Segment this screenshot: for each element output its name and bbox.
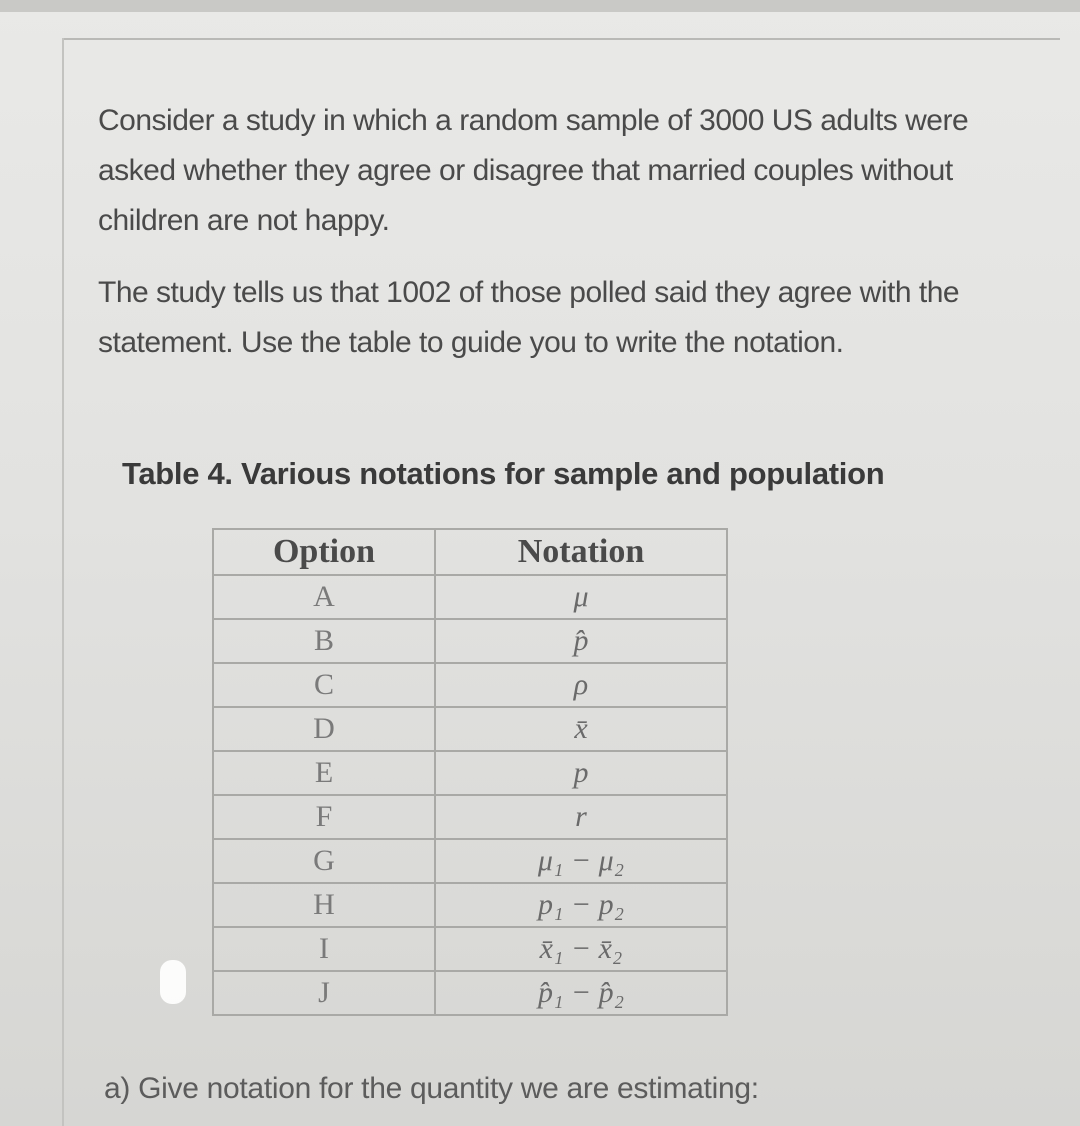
notation-cell: p̂	[435, 619, 727, 663]
option-cell: J	[213, 971, 435, 1015]
problem-text	[98, 96, 998, 390]
notation-cell: x̄	[435, 707, 727, 751]
notation-cell: r	[435, 795, 727, 839]
notation-cell: μ₁ − μ₂	[435, 839, 727, 883]
option-cell: A	[213, 575, 435, 619]
notation-table	[212, 528, 728, 1016]
header-notation: Notation	[435, 529, 727, 575]
notation-cell: x̄₁ − x̄₂	[435, 927, 727, 971]
notation-cell: ρ	[435, 663, 727, 707]
notation-cell: p	[435, 751, 727, 795]
screen-glare	[160, 960, 186, 1004]
table-row	[213, 839, 727, 883]
option-cell: I	[213, 927, 435, 971]
option-cell: D	[213, 707, 435, 751]
table-caption: Table 4. Various notations for sample and population	[122, 456, 885, 491]
table-row	[213, 575, 727, 619]
option-cell: C	[213, 663, 435, 707]
notation-cell: p̂₁ − p̂₂	[435, 971, 727, 1015]
table-row	[213, 795, 727, 839]
content-frame-top	[62, 38, 1060, 40]
option-cell: B	[213, 619, 435, 663]
table-row	[213, 619, 727, 663]
notation-cell: μ	[435, 575, 727, 619]
table-row	[213, 751, 727, 795]
table-row	[213, 707, 727, 751]
table-header-row	[213, 529, 727, 575]
table-row	[213, 971, 727, 1015]
problem-paragraph-2: The study tells us that 1002 of those polled said they agree with the statement. Use the table to guide you to write the notation.	[98, 276, 960, 359]
notation-cell: p₁ − p₂	[435, 883, 727, 927]
option-cell: H	[213, 883, 435, 927]
table-row	[213, 883, 727, 927]
question-a: a) Give notation for the quantity we are estimating:	[104, 1072, 759, 1105]
content-frame-left	[62, 38, 64, 1126]
problem-paragraph-1: Consider a study in which a random sample of 3000 US adults were asked whether they agree or disagree that married couples without children are not happy.	[98, 104, 969, 237]
table-row	[213, 927, 727, 971]
table-row	[213, 663, 727, 707]
option-cell: E	[213, 751, 435, 795]
header-option: Option	[213, 529, 435, 575]
option-cell: G	[213, 839, 435, 883]
top-bar	[0, 0, 1080, 12]
option-cell: F	[213, 795, 435, 839]
